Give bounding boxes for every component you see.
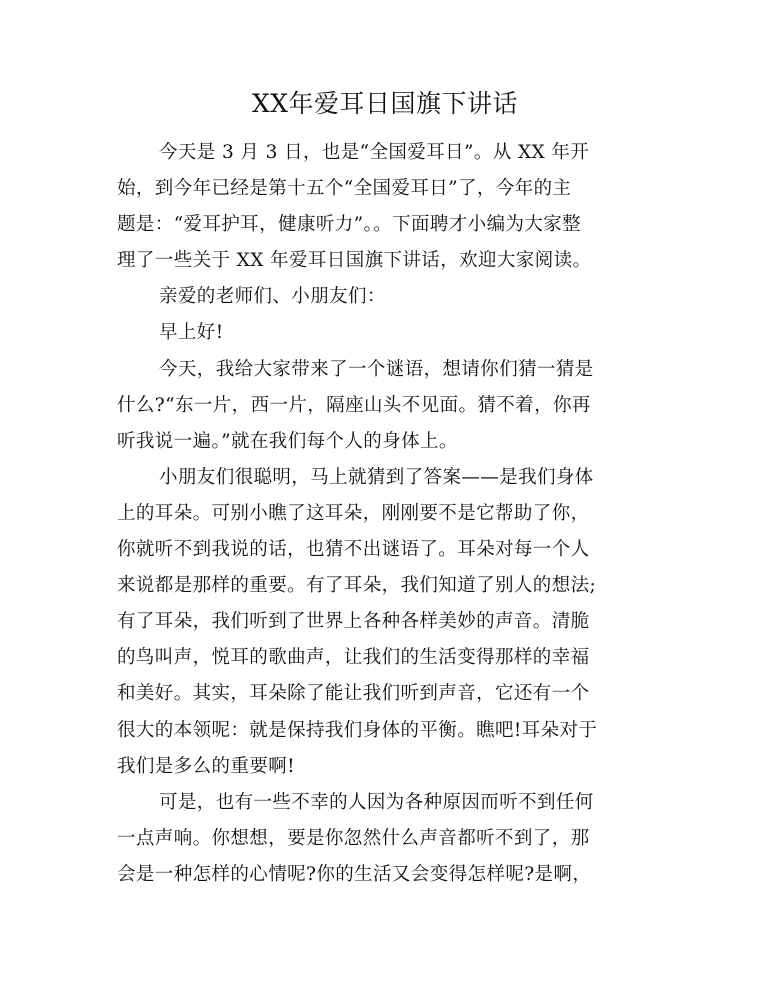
text-line: 亲爱的老师们、小朋友们： [159,286,386,308]
text-line: 和美好。其实，耳朵除了能让我们听到声音，它还有一个 [117,683,590,705]
text-line: 上的耳朵。可别小瞧了这耳朵，刚刚要不是它帮助了你， [117,502,590,524]
text-line: 题是：“爱耳护耳，健康听力”。。下面聘才小编为大家整 [117,214,582,236]
text-line: 我们是多么的重要啊! [117,755,295,777]
text-line: 听我说一遍。”就在我们每个人的身体上。 [117,430,458,452]
text-line: 可是，也有一些不幸的人因为各种原因而听不到任何 [159,791,594,813]
text-line: 什么?“东一片，西一片，隔座山头不见面。猜不着，你再 [117,394,591,416]
text-line: 一点声响。你想想，要是你忽然什么声音都听不到了，那 [117,827,590,849]
text-line: 始，到今年已经是第十五个“全国爱耳日”了，今年的主 [117,178,572,200]
text-line: 你就听不到我说的话，也猜不出谜语了。耳朵对每一个人 [117,539,590,561]
text-line: 会是一种怎样的心情呢?你的生活又会变得怎样呢?是啊， [117,863,592,885]
text-line: 早上好! [159,322,224,344]
text-line: 理了一些关于 XX 年爱耳日国旗下讲话，欢迎大家阅读。 [117,250,592,272]
document-title: XX年爱耳日国旗下讲话 [251,89,519,118]
text-line: 今天是 3 月 3 日，也是“全国爱耳日”。从 XX 年开 [159,142,590,163]
document-body [117,135,640,893]
text-line: 来说都是那样的重要。有了耳朵，我们知道了别人的想法; [117,575,597,597]
text-line: 有了耳朵，我们听到了世界上各种各样美妙的声音。清脆 [117,611,590,633]
text-line: 很大的本领呢：就是保持我们身体的平衡。瞧吧!耳朵对于 [117,719,598,741]
text-line: 今天，我给大家带来了一个谜语，想请你们猜一猜是 [159,358,594,380]
text-line: 的鸟叫声，悦耳的歌曲声，让我们的生活变得那样的幸福 [117,647,590,669]
text-line: 小朋友们很聪明，马上就猜到了答案——是我们身体 [159,466,594,488]
